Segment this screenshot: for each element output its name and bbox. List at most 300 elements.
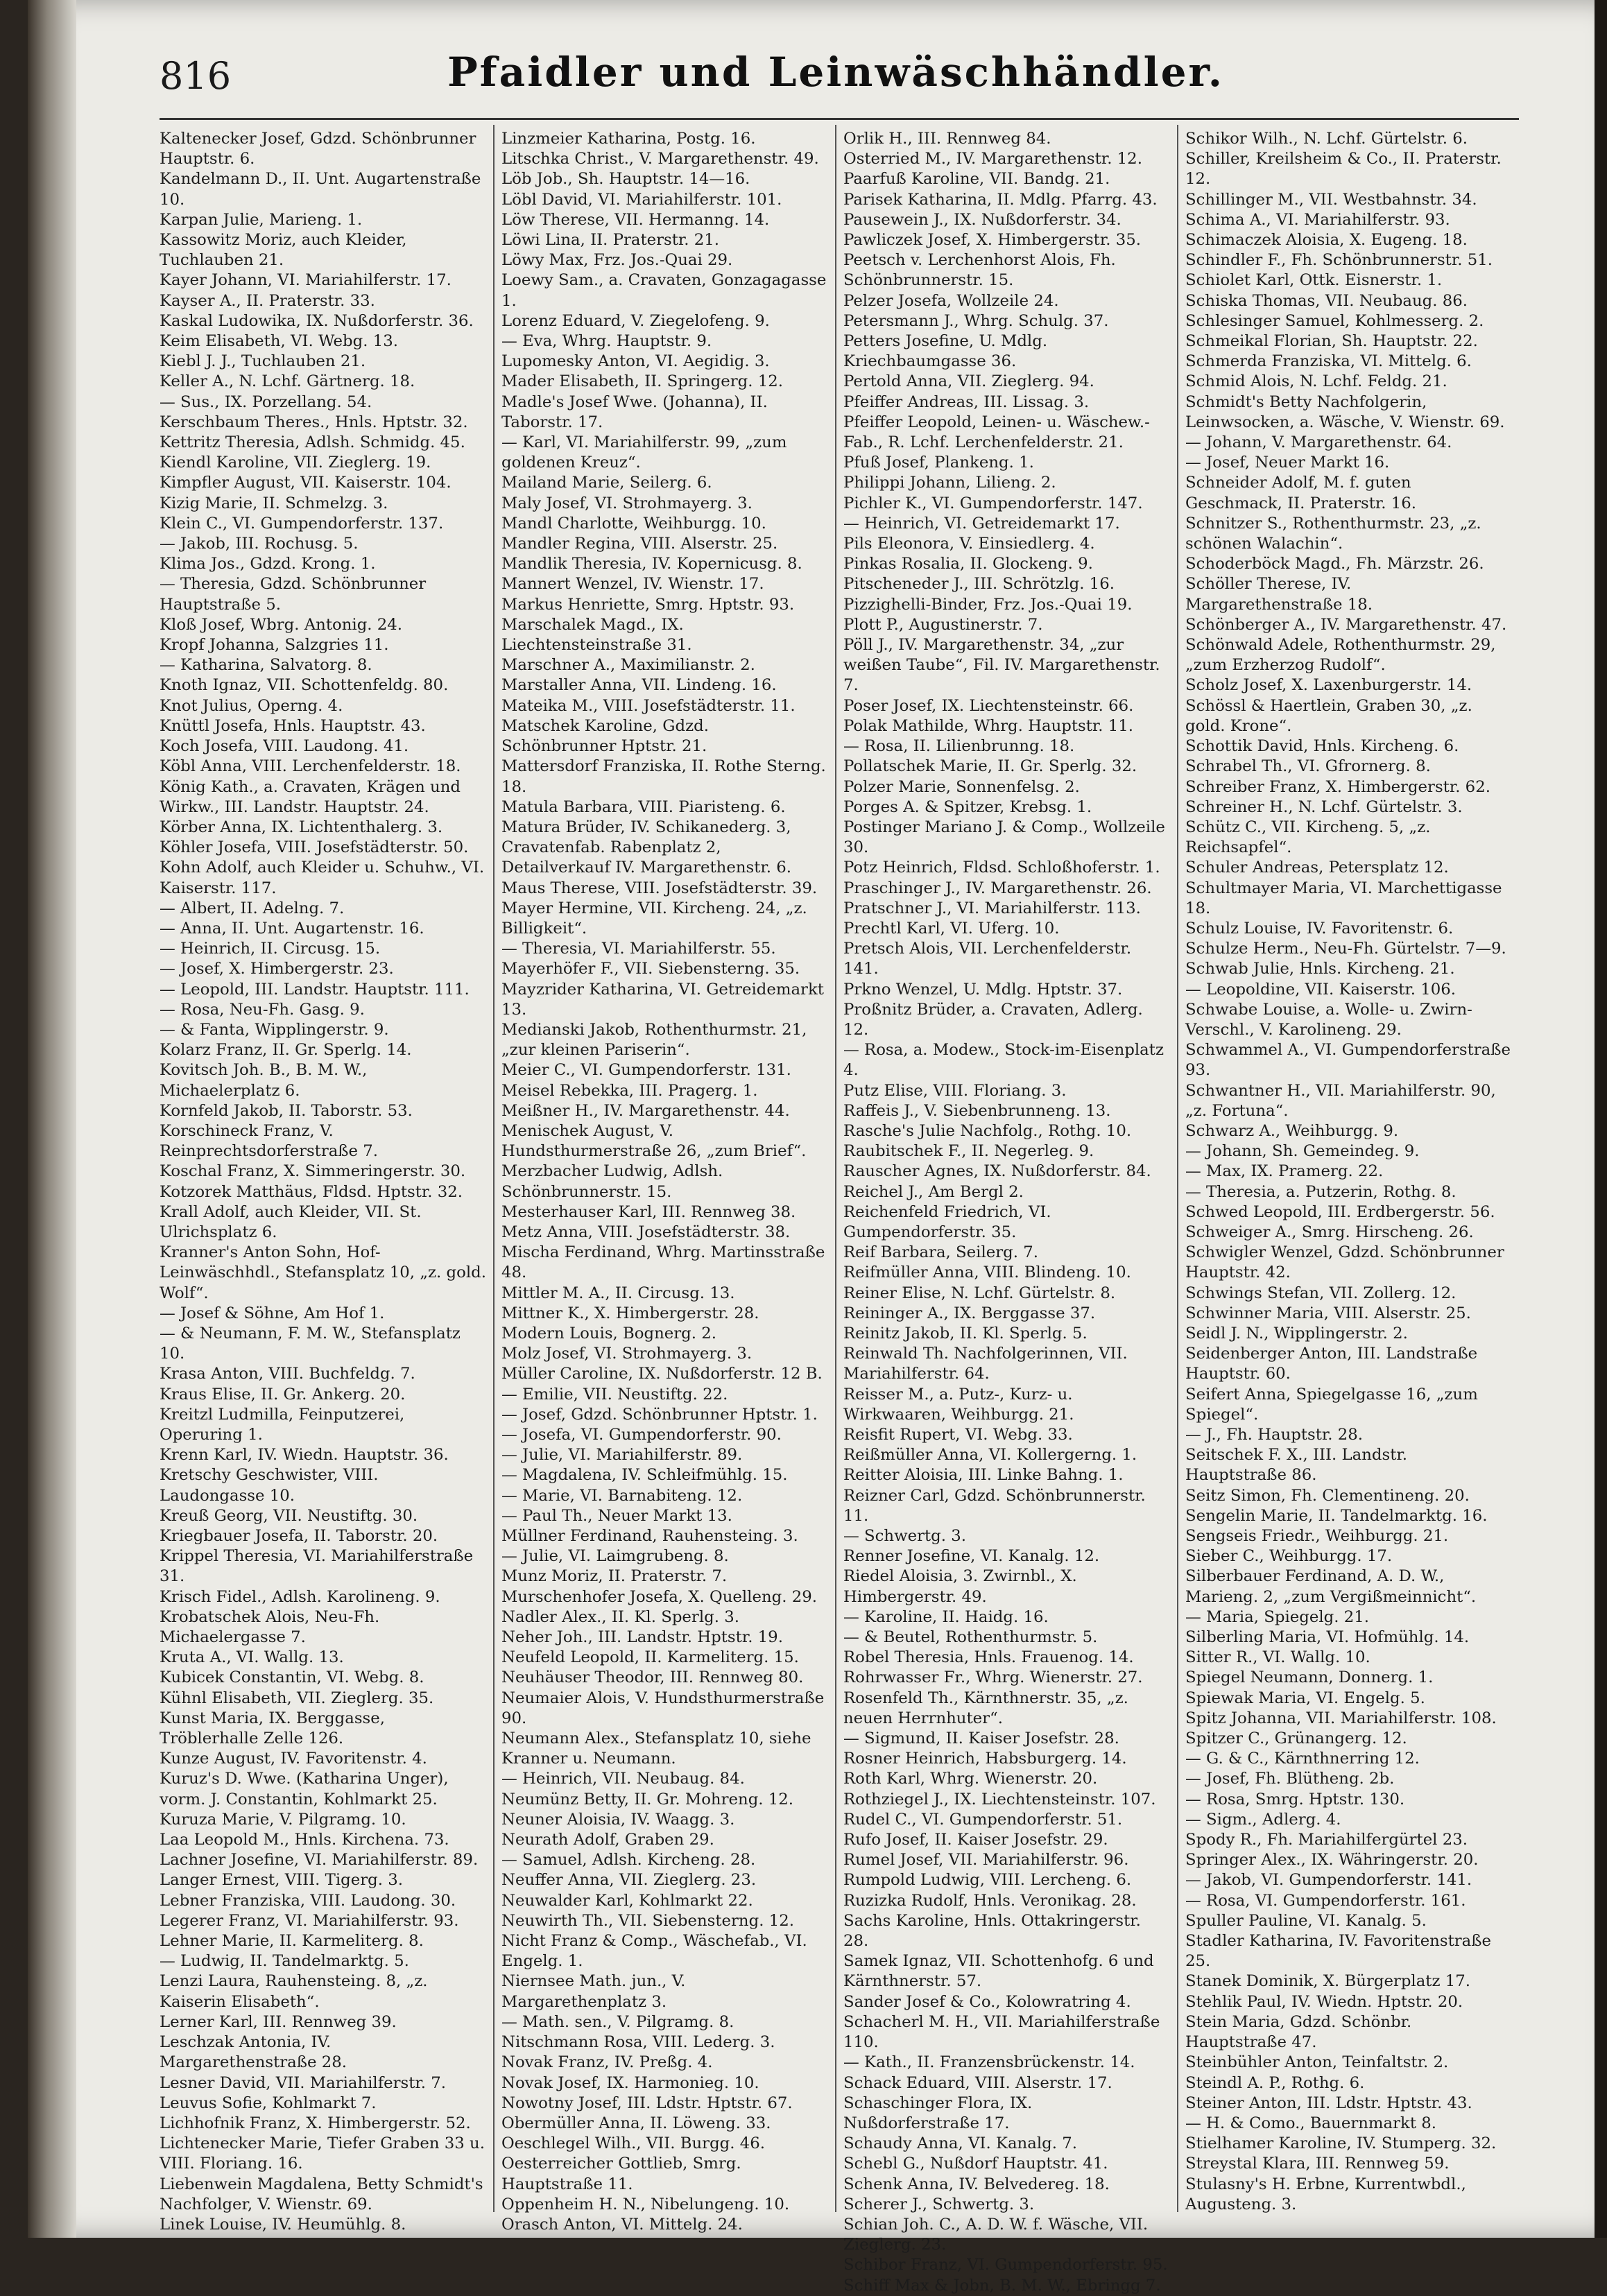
directory-entry: Stulasny's H. Erbne, Kurrentwbdl., Augusteng. 3. [1185, 2175, 1466, 2213]
directory-entry: Lerner Karl, III. Rennweg 39. [160, 2012, 397, 2031]
directory-entry: Kayer Johann, VI. Mariahilferstr. 17. [160, 271, 452, 290]
directory-entry: Krall Adolf, auch Kleider, VII. St. Ulrichsplatz 6. [160, 1202, 422, 1241]
directory-entry: Korschineck Franz, V. Reinprechtsdorferstraße 7. [160, 1121, 379, 1161]
directory-entry: Schmidt's Betty Nachfolgerin, Leinwsocken, a. Wäsche, V. Wienstr. 69. [1185, 392, 1505, 431]
directory-entry: — Heinrich, II. Circusg. 15. [160, 940, 381, 958]
directory-entry: Lesner David, VII. Mariahilferstr. 7. [160, 2073, 447, 2092]
directory-entry: Raffeis J., V. Siebenbrunneng. 13. [843, 1101, 1111, 1120]
directory-entry: Schönberger A., IV. Margarethenstr. 47. [1185, 615, 1507, 634]
directory-entry: Schiolet Karl, Ottk. Eisnerstr. 1. [1185, 271, 1443, 290]
directory-entry: Scherer J., Schwertg. 3. [843, 2195, 1035, 2213]
page-title: Pfaidler und Leinwäschhändler. [447, 49, 1224, 96]
directory-entry: Liebenwein Magdalena, Betty Schmidt's Nachfolger, V. Wienstr. 69. [160, 2175, 483, 2213]
directory-entry: Mateika M., VIII. Josefstädterstr. 11. [501, 696, 796, 715]
book-spine-shadow [28, 0, 76, 2238]
directory-columns [160, 125, 1519, 2295]
directory-entry: Porges A. & Spitzer, Krebsg. 1. [843, 797, 1092, 816]
directory-entry: Pretsch Alois, VII. Lerchenfelderstr. 141. [843, 940, 1132, 978]
directory-entry: Lupomesky Anton, VI. Aegidig. 3. [501, 352, 770, 371]
directory-entry: — Magdalena, IV. Schleifmühlg. 15. [501, 1466, 788, 1485]
directory-entry: — Eva, Whrg. Hauptstr. 9. [501, 332, 712, 351]
directory-entry: — Schwertg. 3. [843, 1527, 967, 1546]
directory-entry: Renner Josefine, VI. Kanalg. 12. [843, 1547, 1100, 1566]
page-header [160, 49, 1512, 111]
directory-entry: — Josef, Gdzd. Schönbrunner Hptstr. 1. [501, 1405, 818, 1424]
directory-entry: Riedel Aloisia, 3. Zwirnbl., X. Himbergerstr. 49. [843, 1567, 1077, 1606]
directory-entry: Loewy Sam., a. Cravaten, Gonzagagasse 1. [501, 271, 827, 310]
directory-entry: — Max, IX. Pramerg. 22. [1185, 1162, 1384, 1181]
directory-entry: Mittner K., X. Himbergerstr. 28. [501, 1304, 759, 1322]
directory-entry: Neuffer Anna, VII. Zieglerg. 23. [501, 1871, 757, 1890]
directory-entry: Maus Therese, VIII. Josefstädterstr. 39. [501, 879, 818, 897]
directory-entry: Sitter R., VI. Wallg. 10. [1185, 1648, 1370, 1667]
directory-entry: Neufeld Leopold, II. Karmeliterg. 15. [501, 1648, 799, 1667]
directory-column-2 [493, 125, 835, 2234]
directory-entry: Müller Caroline, IX. Nußdorferstr. 12 B. [501, 1365, 823, 1383]
directory-entry: Schaudy Anna, VI. Kanalg. 7. [843, 2134, 1077, 2153]
directory-entry: Kloß Josef, Wbrg. Antonig. 24. [160, 615, 403, 634]
directory-entry: Medianski Jakob, Rothenthurmstr. 21, „zur kleinen Pariserin“. [501, 1020, 807, 1060]
directory-entry: Maly Josef, VI. Strohmayerg. 3. [501, 494, 753, 512]
directory-entry: Litschka Christ., V. Margarethenstr. 49. [501, 150, 819, 169]
directory-entry: Novak Franz, IV. Preßg. 4. [501, 2053, 713, 2072]
directory-entry: Schlesinger Samuel, Kohlmesserg. 2. [1185, 311, 1484, 330]
directory-entry: — Samuel, Adlsh. Kircheng. 28. [501, 1851, 756, 1870]
directory-entry: Kunst Maria, IX. Berggasse, Tröblerhalle Zelle 126. [160, 1709, 385, 1748]
directory-entry: Mannert Wenzel, IV. Wienstr. 17. [501, 575, 764, 594]
directory-entry: — Jakob, III. Rochusg. 5. [160, 535, 359, 553]
directory-entry: — Kath., II. Franzensbrückenstr. 14. [843, 2053, 1135, 2072]
directory-entry: Pratschner J., VI. Mariahilferstr. 113. [843, 899, 1141, 917]
directory-entry: Schütz C., VII. Kircheng. 5, „z. Reichsapfel“. [1185, 818, 1431, 857]
directory-entry: Koch Josefa, VIII. Laudong. 41. [160, 737, 409, 756]
directory-entry: — Johann, V. Margarethenstr. 64. [1185, 433, 1452, 452]
directory-entry: Kreitzl Ludmilla, Feinputzerei, Operuring 1. [160, 1405, 405, 1444]
directory-entry: Merzbacher Ludwig, Adlsh. Schönbrunnerstr. 15. [501, 1162, 723, 1201]
directory-entry: Putz Elise, VIII. Floriang. 3. [843, 1081, 1067, 1100]
directory-entry: Schima A., VI. Mariahilferstr. 93. [1185, 210, 1450, 229]
directory-entry: Kaltenecker Josef, Gdzd. Schönbrunner Hauptstr. 6. [160, 130, 476, 169]
directory-entry: Murschenhofer Josefa, X. Quelleng. 29. [501, 1587, 817, 1606]
directory-entry: — Rosa, a. Modew., Stock-im-Eisenplatz 4. [843, 1041, 1164, 1080]
directory-entry: Steindl A. P., Rothg. 6. [1185, 2073, 1365, 2092]
directory-entry: Reinwald Th. Nachfolgerinnen, VII. Mariahilferstr. 64. [843, 1345, 1128, 1383]
directory-entry: Novak Josef, IX. Harmonieg. 10. [501, 2073, 759, 2092]
directory-entry: Schössl & Haertlein, Graben 30, „z. gold. Krone“. [1185, 696, 1472, 735]
directory-entry: Steiner Anton, III. Ldstr. Hptstr. 43. [1185, 2094, 1472, 2112]
directory-entry: Proßnitz Brüder, a. Cravaten, Adlerg. 12. [843, 1000, 1143, 1039]
directory-entry: Kornfeld Jakob, II. Taborstr. 53. [160, 1101, 413, 1120]
directory-entry: Stein Maria, Gdzd. Schönbr. Hauptstraße 47. [1185, 2012, 1412, 2052]
directory-entry: Langer Ernest, VIII. Tigerg. 3. [160, 1871, 403, 1890]
directory-entry: Pinkas Rosalia, II. Glockeng. 9. [843, 555, 1093, 573]
directory-entry: Köbl Anna, VIII. Lerchenfelderstr. 18. [160, 757, 461, 776]
directory-entry: Spiewak Maria, VI. Engelg. 5. [1185, 1689, 1425, 1707]
directory-entry: Schwarz A., Weihburgg. 9. [1185, 1121, 1399, 1140]
directory-entry: Kimpfler August, VII. Kaiserstr. 104. [160, 474, 452, 492]
directory-entry: Pollatschek Marie, II. Gr. Sperlg. 32. [843, 757, 1137, 776]
directory-entry: Knoth Ignaz, VII. Schottenfeldg. 80. [160, 676, 449, 695]
directory-entry: Leuvus Sofie, Kohlmarkt 7. [160, 2094, 377, 2112]
directory-entry: Mattersdorf Franziska, II. Rothe Sterng. 18. [501, 757, 826, 796]
directory-entry: Reinitz Jakob, II. Kl. Sperlg. 5. [843, 1324, 1088, 1343]
directory-entry: Kühnl Elisabeth, VII. Zieglerg. 35. [160, 1689, 434, 1707]
directory-entry: Kotzorek Matthäus, Fldsd. Hptstr. 32. [160, 1182, 463, 1201]
directory-entry: — Sus., IX. Porzellang. 54. [160, 392, 372, 411]
directory-entry: — & Fanta, Wipplingerstr. 9. [160, 1020, 389, 1039]
directory-entry: Krobatschek Alois, Neu-Fh. Michaelergasse 7. [160, 1607, 380, 1647]
directory-entry: Kayser A., II. Praterstr. 33. [160, 291, 375, 310]
directory-entry: Spody R., Fh. Mariahilfergürtel 23. [1185, 1831, 1468, 1849]
directory-entry: Kiebl J. J., Tuchlauben 21. [160, 352, 366, 371]
directory-entry: Schwammel A., VI. Gumpendorferstraße 93. [1185, 1041, 1511, 1080]
directory-entry: Madle's Josef Wwe. (Johanna), II. Taborstr. 17. [501, 392, 768, 431]
directory-entry: Mittler M. A., II. Circusg. 13. [501, 1284, 735, 1302]
directory-entry: Karpan Julie, Marieng. 1. [160, 210, 363, 229]
directory-entry: Neurath Adolf, Graben 29. [501, 1831, 714, 1849]
directory-entry: Schmerda Franziska, VI. Mittelg. 6. [1185, 352, 1472, 371]
directory-entry: Kaskal Ludowika, IX. Nußdorferstr. 36. [160, 311, 474, 330]
directory-entry: — Maria, Spiegelg. 21. [1185, 1607, 1369, 1626]
directory-entry: Knüttl Josefa, Hnls. Hauptstr. 43. [160, 716, 426, 735]
directory-entry: Mischa Ferdinand, Whrg. Martinsstraße 48. [501, 1243, 825, 1282]
directory-entry: Sieber C., Weihburgg. 17. [1185, 1547, 1393, 1566]
directory-entry: Schulze Herm., Neu-Fh. Gürtelstr. 7—9. [1185, 940, 1506, 958]
directory-entry: — Johann, Sh. Gemeindeg. 9. [1185, 1142, 1420, 1161]
directory-entry: Pils Eleonora, V. Einsiedlerg. 4. [843, 535, 1095, 553]
directory-entry: Legerer Franz, VI. Mariahilferstr. 93. [160, 1911, 459, 1930]
directory-entry: Neuwirth Th., VII. Siebensterng. 12. [501, 1911, 794, 1930]
directory-entry: Schiff Max & Jobn, B. M. W., Ebringg 7. [843, 2276, 1161, 2295]
directory-entry: Reifmüller Anna, VIII. Blindeng. 10. [843, 1263, 1131, 1282]
directory-entry: Metz Anna, VIII. Josefstädterstr. 38. [501, 1223, 791, 1241]
directory-entry: Petters Josefine, U. Mdlg. Kriechbaumgasse 36. [843, 332, 1048, 371]
directory-entry: Lichhofnik Franz, X. Himbergerstr. 52. [160, 2114, 471, 2132]
directory-entry: Matschek Karoline, Gdzd. Schönbrunner Hptstr. 21. [501, 716, 709, 756]
directory-entry: Modern Louis, Bognerg. 2. [501, 1324, 716, 1343]
directory-entry: Raubitschek F., II. Negerleg. 9. [843, 1142, 1094, 1161]
directory-entry: — Paul Th., Neuer Markt 13. [501, 1506, 732, 1525]
directory-entry: Spitzer C., Grünangerg. 12. [1185, 1729, 1407, 1748]
directory-entry: Stadler Katharina, IV. Favoritenstraße 25. [1185, 1932, 1491, 1971]
directory-entry: Schöller Therese, IV. Margarethenstraße 18. [1185, 575, 1373, 614]
directory-entry: — Anna, II. Unt. Augartenstr. 16. [160, 919, 424, 938]
directory-entry: Niernsee Math. jun., V. Margarethenplatz 3. [501, 1972, 686, 2011]
directory-entry: Mandl Charlotte, Weihburgg. 10. [501, 514, 766, 533]
directory-entry: Mayzrider Katharina, VI. Getreidemarkt 13. [501, 980, 824, 1019]
directory-entry: Rosner Heinrich, Habsburgerg. 14. [843, 1750, 1127, 1768]
directory-entry: — J., Fh. Hauptstr. 28. [1185, 1426, 1364, 1444]
directory-entry: Markus Henriette, Smrg. Hptstr. 93. [501, 595, 795, 614]
directory-entry: Lichtenecker Marie, Tiefer Graben 33 u. VIII. Floriang. 16. [160, 2134, 485, 2173]
directory-entry: Mandlik Theresia, IV. Kopernicusg. 8. [501, 555, 802, 573]
directory-entry: Seitz Simon, Fh. Clementineng. 20. [1185, 1486, 1470, 1505]
directory-entry: Munz Moriz, II. Praterstr. 7. [501, 1567, 728, 1586]
directory-entry: Keller A., N. Lchf. Gärtnerg. 18. [160, 372, 415, 391]
directory-entry: König Kath., a. Cravaten, Krägen und Wirkw., III. Landstr. Hauptstr. 24. [160, 777, 461, 816]
directory-entry: Plott P., Augustinerstr. 7. [843, 615, 1043, 634]
directory-entry: Löwy Max, Frz. Jos.-Quai 29. [501, 251, 733, 270]
directory-entry: Pizzighelli-Binder, Frz. Jos.-Quai 19. [843, 595, 1133, 614]
directory-entry: Schack Eduard, VIII. Alserstr. 17. [843, 2073, 1112, 2092]
directory-entry: — H. & Como., Bauernmarkt 8. [1185, 2114, 1436, 2132]
directory-entry: Kolarz Franz, II. Gr. Sperlg. 14. [160, 1041, 412, 1060]
directory-entry: Schreiner H., N. Lchf. Gürtelstr. 3. [1185, 797, 1463, 816]
page-number: 816 [160, 54, 232, 98]
directory-entry: Kuruz's D. Wwe. (Katharina Unger), vorm. J. Constantin, Kohlmarkt 25. [160, 1770, 449, 1809]
directory-entry: Mesterhauser Karl, III. Rennweg 38. [501, 1202, 796, 1221]
directory-entry: Paarfuß Karoline, VII. Bandg. 21. [843, 170, 1110, 189]
directory-entry: Marschalek Magd., IX. Liechtensteinstraße 31. [501, 615, 692, 655]
directory-entry: Seidenberger Anton, III. Landstraße Hauptstr. 60. [1185, 1345, 1478, 1383]
directory-column-4 [1177, 125, 1519, 2212]
directory-entry: — Heinrich, VI. Getreidemarkt 17. [843, 514, 1120, 533]
directory-entry: Meisel Rebekka, III. Pragerg. 1. [501, 1081, 758, 1100]
directory-entry: Köhler Josefa, VIII. Josefstädterstr. 50. [160, 838, 469, 857]
directory-entry: Knot Julius, Operng. 4. [160, 696, 343, 715]
directory-entry: Krisch Fidel., Adlsh. Karolineng. 9. [160, 1587, 440, 1606]
directory-column-3 [835, 125, 1177, 2295]
directory-entry: — Josef, Fh. Blütheng. 2b. [1185, 1770, 1395, 1788]
directory-entry: Marstaller Anna, VII. Lindeng. 16. [501, 676, 777, 695]
directory-entry: Schwinner Maria, VIII. Alserstr. 25. [1185, 1304, 1471, 1322]
directory-entry: — Rosa, II. Lilienbrunng. 18. [843, 737, 1075, 756]
directory-entry: — Albert, II. Adelng. 7. [160, 899, 345, 917]
page-edge-shadow [1595, 0, 1607, 2238]
directory-entry: Potz Heinrich, Fldsd. Schloßhoferstr. 1. [843, 858, 1160, 877]
directory-entry: Mailand Marie, Seilerg. 6. [501, 474, 712, 492]
directory-entry: Neher Joh., III. Landstr. Hptstr. 19. [501, 1628, 783, 1647]
directory-entry: Rumpold Ludwig, VIII. Lercheng. 6. [843, 1871, 1132, 1890]
directory-entry: — Theresia, a. Putzerin, Rothg. 8. [1185, 1182, 1456, 1201]
directory-entry: Kruta A., VI. Wallg. 13. [160, 1648, 344, 1667]
directory-entry: Matula Barbara, VIII. Piaristeng. 6. [501, 797, 786, 816]
directory-entry: Leschzak Antonia, IV. Margarethenstraße 28. [160, 2033, 347, 2072]
directory-entry: Pfuß Josef, Plankeng. 1. [843, 454, 1034, 472]
directory-entry: Schreiber Franz, X. Himbergerstr. 62. [1185, 777, 1490, 796]
directory-entry: Reininger A., IX. Berggasse 37. [843, 1304, 1096, 1322]
directory-entry: Schaschinger Flora, IX. Nußdorferstraße 17. [843, 2094, 1033, 2132]
directory-entry: Schiller, Kreilsheim & Co., II. Praterstr. 12. [1185, 150, 1502, 189]
directory-entry: Löw Therese, VII. Hermanng. 14. [501, 210, 770, 229]
directory-entry: Orlik H., III. Rennweg 84. [843, 130, 1051, 148]
directory-entry: — Julie, VI. Laimgrubeng. 8. [501, 1547, 729, 1566]
directory-entry: Marschner A., Maximilianstr. 2. [501, 656, 755, 675]
directory-entry: Steinbühler Anton, Teinfaltstr. 2. [1185, 2053, 1449, 2072]
directory-entry: Linek Louise, IV. Heumühlg. 8. [160, 2215, 406, 2234]
directory-entry: Kraus Elise, II. Gr. Ankerg. 20. [160, 1385, 406, 1404]
directory-entry: Laa Leopold M., Hnls. Kirchena. 73. [160, 1831, 449, 1849]
directory-entry: Kretschy Geschwister, VIII. Laudongasse 10. [160, 1466, 379, 1505]
directory-entry: Reizner Carl, Gdzd. Schönbrunnerstr. 11. [843, 1486, 1146, 1525]
directory-entry: Menischek August, V. Hundsthurmerstraße 26, „zum Brief“. [501, 1121, 807, 1161]
directory-entry: Schindler F., Fh. Schönbrunnerstr. 51. [1185, 251, 1493, 270]
directory-entry: Nowotny Josef, III. Ldstr. Hptstr. 67. [501, 2094, 793, 2112]
directory-entry: — Karoline, II. Haidg. 16. [843, 1607, 1049, 1626]
directory-entry: Schian Joh. C., A. D. W. f. Wäsche, VII. Zieglerg. 23. [843, 2215, 1149, 2254]
directory-entry: Klima Jos., Gdzd. Krong. 1. [160, 555, 376, 573]
directory-entry: Kandelmann D., II. Unt. Augartenstraße 10. [160, 170, 481, 209]
directory-entry: Spiegel Neumann, Donnerg. 1. [1185, 1668, 1434, 1687]
directory-column-1 [160, 125, 493, 2234]
directory-entry: Sengelin Marie, II. Tandelmarktg. 16. [1185, 1506, 1488, 1525]
directory-entry: Oppenheim H. N., Nibelungeng. 10. [501, 2195, 790, 2213]
directory-entry: Samek Ignaz, VII. Schottenhofg. 6 und Kärnthnerstr. 57. [843, 1952, 1154, 1991]
directory-entry: Seidl J. N., Wipplingerstr. 2. [1185, 1324, 1408, 1343]
directory-entry: — Leopold, III. Landstr. Hauptstr. 111. [160, 980, 470, 999]
directory-entry: Kizig Marie, II. Schmelzg. 3. [160, 494, 388, 512]
directory-entry: Schwings Stefan, VII. Zollerg. 12. [1185, 1284, 1456, 1302]
directory-entry: — Rosa, VI. Gumpendorferstr. 161. [1185, 1891, 1466, 1910]
directory-entry: Lehner Marie, II. Karmeliterg. 8. [160, 1932, 424, 1951]
directory-entry: — Ludwig, II. Tandelmarktg. 5. [160, 1952, 409, 1971]
directory-entry: Spuller Pauline, VI. Kanalg. 5. [1185, 1911, 1427, 1930]
directory-entry: — Sigm., Adlerg. 4. [1185, 1810, 1341, 1829]
directory-entry: Krippel Theresia, VI. Mariahilferstraße 31. [160, 1547, 474, 1586]
directory-entry: — Sigmund, II. Kaiser Josefstr. 28. [843, 1729, 1119, 1748]
directory-entry: Schacherl M. H., VII. Mariahilferstraße 110. [843, 2012, 1160, 2052]
directory-entry: Schibor Franz, VI. Gumpendorferstr. 95. [843, 2256, 1168, 2275]
directory-entry: Pitscheneder J., III. Schrötzlg. 16. [843, 575, 1115, 594]
directory-entry: — Josef & Söhne, Am Hof 1. [160, 1304, 385, 1322]
directory-entry: Sander Josef & Co., Kolowratring 4. [843, 1992, 1131, 2011]
directory-entry: Keim Elisabeth, VI. Webg. 13. [160, 332, 398, 351]
directory-entry: — Jakob, VI. Gumpendorferstr. 141. [1185, 1871, 1472, 1890]
directory-entry: Seifert Anna, Spiegelgasse 16, „zum Spiegel“. [1185, 1385, 1478, 1424]
directory-entry: Schwabe Louise, a. Wolle- u. Zwirn-Verschl., V. Karolineng. 29. [1185, 1000, 1472, 1039]
directory-entry: — Julie, VI. Mariahilferstr. 89. [501, 1446, 743, 1465]
directory-entry: Mandler Regina, VIII. Alserstr. 25. [501, 535, 778, 553]
directory-entry: Koschal Franz, X. Simmeringerstr. 30. [160, 1162, 466, 1181]
directory-entry: Rosenfeld Th., Kärnthnerstr. 35, „z. neuen Herrnhuter“. [843, 1689, 1128, 1727]
directory-entry: Kuruza Marie, V. Pilgramg. 10. [160, 1810, 406, 1829]
directory-entry: Streystal Klara, III. Rennweg 59. [1185, 2155, 1450, 2173]
directory-entry: Poser Josef, IX. Liechtensteinstr. 66. [843, 696, 1134, 715]
directory-entry: Stehlik Paul, IV. Wiedn. Hptstr. 20. [1185, 1992, 1463, 2011]
directory-entry: — Leopoldine, VII. Kaiserstr. 106. [1185, 980, 1456, 999]
directory-entry: Schottik David, Hnls. Kircheng. 6. [1185, 737, 1459, 756]
directory-entry: Kropf Johanna, Salzgries 11. [160, 636, 389, 655]
directory-entry: Schweiger A., Smrg. Hirscheng. 26. [1185, 1223, 1474, 1241]
directory-entry: Springer Alex., IX. Währingerstr. 20. [1185, 1851, 1479, 1870]
directory-entry: Kovitsch Joh. B., B. M. W., Michaelerplatz 6. [160, 1061, 368, 1100]
directory-entry: Pausewein J., IX. Nußdorferstr. 34. [843, 210, 1122, 229]
directory-entry: — G. & C., Kärnthnerring 12. [1185, 1750, 1420, 1768]
directory-entry: — Josef, Neuer Markt 16. [1185, 454, 1390, 472]
directory-entry: Körber Anna, IX. Lichtenthalerg. 3. [160, 818, 443, 836]
directory-entry: Neumünz Betty, II. Gr. Mohreng. 12. [501, 1790, 794, 1809]
directory-entry: Schnitzer S., Rothenthurmstr. 23, „z. schönen Walachin“. [1185, 514, 1481, 553]
directory-entry: Pertold Anna, VII. Zieglerg. 94. [843, 372, 1094, 391]
directory-entry: Schmeikal Florian, Sh. Hauptstr. 22. [1185, 332, 1478, 351]
directory-entry: Mayer Hermine, VII. Kircheng. 24, „z. Billigkeit“. [501, 899, 807, 938]
directory-entry: Matura Brüder, IV. Schikanederg. 3, Cravatenfab. Rabenplatz 2, Detailverkauf IV. Margarethenstr. 6. [501, 818, 792, 877]
directory-entry: — Theresia, Gdzd. Schönbrunner Hauptstraße 5. [160, 575, 427, 614]
directory-entry: Kerschbaum Theres., Hnls. Hptstr. 32. [160, 413, 468, 431]
directory-entry: Kassowitz Moriz, auch Kleider, Tuchlauben 21. [160, 231, 407, 270]
directory-entry: Kiendl Karoline, VII. Zieglerg. 19. [160, 454, 431, 472]
directory-entry: Schuler Andreas, Petersplatz 12. [1185, 858, 1449, 877]
directory-entry: — Karl, VI. Mariahilferstr. 99, „zum goldenen Kreuz“. [501, 433, 787, 472]
directory-entry: Schoderböck Magd., Fh. Märzstr. 26. [1185, 555, 1484, 573]
directory-entry: — Marie, VI. Barnabiteng. 12. [501, 1486, 743, 1505]
directory-entry: — Josef, X. Himbergerstr. 23. [160, 960, 394, 978]
directory-entry: — Josefa, VI. Gumpendorferstr. 90. [501, 1426, 782, 1444]
directory-entry: Polak Mathilde, Whrg. Hauptstr. 11. [843, 716, 1134, 735]
directory-entry: Löb Job., Sh. Hauptstr. 14—16. [501, 170, 750, 189]
directory-entry: Schimaczek Aloisia, X. Eugeng. 18. [1185, 231, 1468, 250]
directory-entry: Schneider Adolf, M. f. guten Geschmack, II. Praterstr. 16. [1185, 474, 1417, 512]
directory-entry: Schönwald Adele, Rothenthurmstr. 29, „zum Erzherzog Rudolf“. [1185, 636, 1496, 675]
directory-entry: Krasa Anton, VIII. Buchfeldg. 7. [160, 1365, 415, 1383]
directory-entry: Reichel J., Am Bergl 2. [843, 1182, 1024, 1201]
directory-entry: — & Neumann, F. M. W., Stefansplatz 10. [160, 1324, 461, 1363]
directory-entry: Parisek Katharina, II. Mdlg. Pfarrg. 43. [843, 190, 1158, 209]
directory-entry: Pichler K., VI. Gumpendorferstr. 147. [843, 494, 1143, 512]
directory-entry: Rohrwasser Fr., Whrg. Wienerstr. 27. [843, 1668, 1143, 1687]
directory-entry: Rufo Josef, II. Kaiser Josefstr. 29. [843, 1831, 1108, 1849]
directory-entry: Robel Theresia, Hnls. Frauenog. 14. [843, 1648, 1134, 1667]
directory-entry: Nadler Alex., II. Kl. Sperlg. 3. [501, 1607, 739, 1626]
directory-entry: Stielhamer Karoline, IV. Stumperg. 32. [1185, 2134, 1497, 2153]
directory-entry: — Theresia, VI. Mariahilferstr. 55. [501, 940, 776, 958]
directory-entry: Pfeiffer Andreas, III. Lissag. 3. [843, 392, 1090, 411]
directory-entry: Löwi Lina, II. Praterstr. 21. [501, 231, 719, 250]
directory-entry: Prechtl Karl, VI. Uferg. 10. [843, 919, 1060, 938]
directory-entry: Kriegbauer Josefa, II. Taborstr. 20. [160, 1527, 438, 1546]
directory-entry: Rasche's Julie Nachfolg., Rothg. 10. [843, 1121, 1132, 1140]
directory-entry: Schwed Leopold, III. Erdbergerstr. 56. [1185, 1202, 1495, 1221]
directory-entry: Reisfit Rupert, VI. Webg. 33. [843, 1426, 1073, 1444]
directory-entry: Stanek Dominik, X. Bürgerplatz 17. [1185, 1972, 1470, 1991]
directory-entry: Kettritz Theresia, Adlsh. Schmidg. 45. [160, 433, 465, 452]
directory-entry: Neuwalder Karl, Kohlmarkt 22. [501, 1891, 753, 1910]
directory-entry: Postinger Mariano J. & Comp., Wollzeile 30. [843, 818, 1165, 857]
directory-entry: Schiska Thomas, VII. Neubaug. 86. [1185, 291, 1468, 310]
directory-entry: Spitz Johanna, VII. Mariahilferstr. 108. [1185, 1709, 1497, 1727]
directory-entry: Kreuß Georg, VII. Neustiftg. 30. [160, 1506, 418, 1525]
directory-entry: Klein C., VI. Gumpendorferstr. 137. [160, 514, 444, 533]
directory-entry: Neuner Aloisia, IV. Waagg. 3. [501, 1810, 735, 1829]
directory-entry: Schwantner H., VII. Mariahilferstr. 90, „z. Fortuna“. [1185, 1081, 1496, 1120]
directory-entry: Schulz Louise, IV. Favoritenstr. 6. [1185, 919, 1454, 938]
directory-entry: Schillinger M., VII. Westbahnstr. 34. [1185, 190, 1477, 209]
directory-entry: Obermüller Anna, II. Löweng. 33. [501, 2114, 771, 2132]
directory-entry: Schwigler Wenzel, Gdzd. Schönbrunner Hauptstr. 42. [1185, 1243, 1504, 1282]
header-rule [160, 118, 1519, 120]
directory-entry: Meißner H., IV. Margarethenstr. 44. [501, 1101, 790, 1120]
directory-entry: Schenk Anna, IV. Belvedereg. 18. [843, 2175, 1110, 2193]
directory-entry: — Math. sen., V. Pilgramg. 8. [501, 2012, 734, 2031]
directory-entry: Schmid Alois, N. Lchf. Feldg. 21. [1185, 372, 1447, 391]
directory-entry: Silberling Maria, VI. Hofmühlg. 14. [1185, 1628, 1470, 1647]
directory-entry: Reiner Elise, N. Lchf. Gürtelstr. 8. [843, 1284, 1116, 1302]
directory-entry: Silberbauer Ferdinand, A. D. W., Marieng. 2, „zum Vergißmeinnicht“. [1185, 1567, 1477, 1606]
directory-entry: Oesterreicher Gottlieb, Smrg. Hauptstraße 11. [501, 2155, 741, 2193]
directory-entry: Orasch Anton, VI. Mittelg. 24. [501, 2215, 743, 2234]
directory-entry: Petersmann J., Whrg. Schulg. 37. [843, 311, 1109, 330]
directory-entry: Seitschek F. X., III. Landstr. Hauptstraße 86. [1185, 1446, 1408, 1485]
directory-entry: Kunze August, IV. Favoritenstr. 4. [160, 1750, 427, 1768]
directory-entry: Rudel C., VI. Gumpendorferstr. 51. [843, 1810, 1123, 1829]
directory-entry: Praschinger J., IV. Margarethenstr. 26. [843, 879, 1152, 897]
directory-entry: Kranner's Anton Sohn, Hof-Leinwäschhdl., Stefansplatz 10, „z. gold. Wolf“. [160, 1243, 486, 1302]
directory-entry: — Rosa, Smrg. Hptstr. 130. [1185, 1790, 1405, 1809]
directory-entry: Schebl G., Nußdorf Hauptstr. 41. [843, 2155, 1108, 2173]
directory-entry: Pfeiffer Leopold, Leinen- u. Wäschew.-Fab., R. Lchf. Lerchenfelderstr. 21. [843, 413, 1150, 452]
directory-entry: Philippi Johann, Lilieng. 2. [843, 474, 1056, 492]
directory-entry: Kohn Adolf, auch Kleider u. Schuhw., VI. Kaiserstr. 117. [160, 858, 485, 897]
